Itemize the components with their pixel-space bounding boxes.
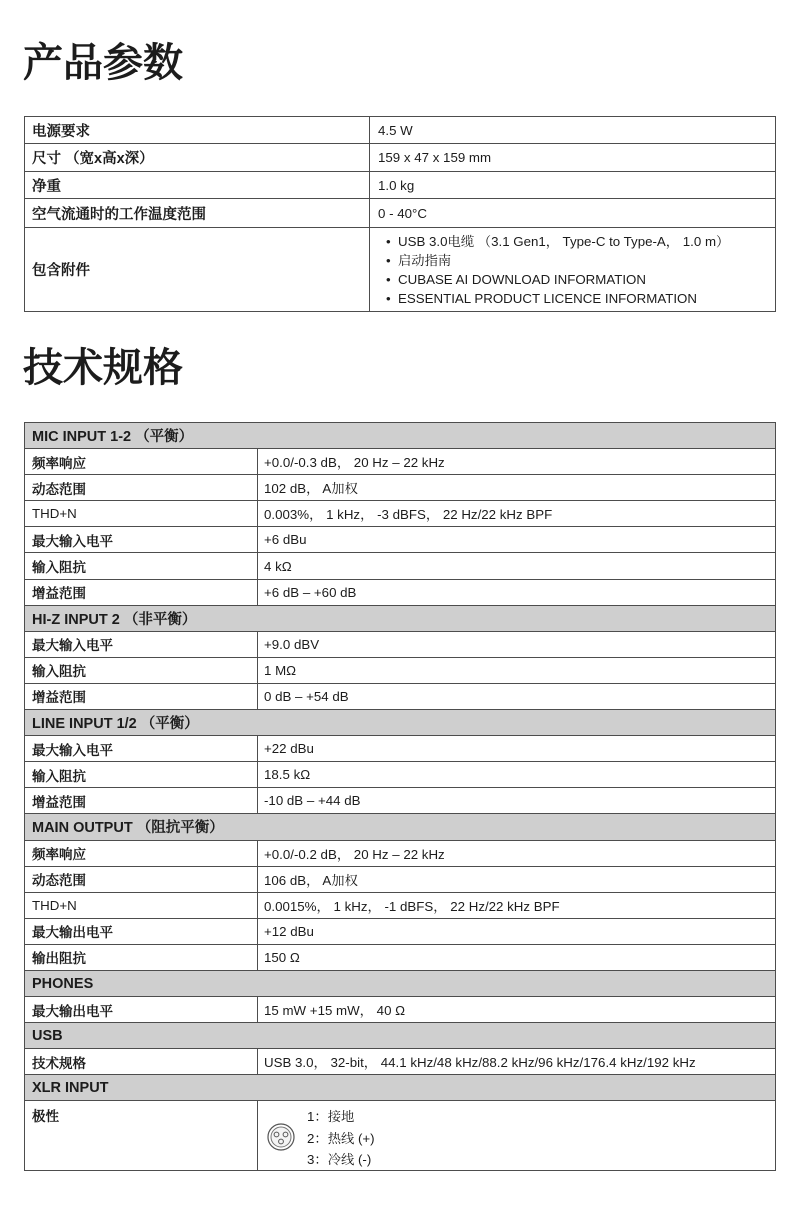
- param-label: 包含附件: [25, 228, 370, 311]
- spec-row: [25, 762, 775, 788]
- xlr-pin-list: [307, 1106, 375, 1170]
- product-params-title: 产品参数: [23, 41, 183, 85]
- section-header-usb: USB: [25, 1023, 775, 1049]
- spec-label: 输入阻抗: [25, 553, 258, 578]
- spec-row: [25, 919, 775, 945]
- spec-row: [25, 997, 775, 1023]
- spec-value: +0.0/-0.3 dB， 20 Hz – 22 kHz: [264, 455, 445, 471]
- spec-label: 动态范围: [25, 867, 258, 892]
- accessory-item: • CUBASE AI DOWNLOAD INFORMATION: [386, 270, 729, 289]
- spec-value: 18.5 kΩ: [264, 767, 311, 783]
- spec-row: [25, 632, 775, 658]
- spec-row: [25, 867, 775, 893]
- section-header-line-input: LINE INPUT 1/2 （平衡）: [25, 710, 775, 736]
- spec-value: 0.003%， 1 kHz， -3 dBFS， 22 Hz/22 kHz BPF: [264, 507, 553, 523]
- param-row-dimensions: [25, 144, 775, 172]
- spec-value: 0 dB – +54 dB: [264, 688, 349, 704]
- spec-row: [25, 684, 775, 710]
- spec-label: 增益范围: [25, 684, 258, 709]
- spec-value: 15 mW +15 mW， 40 Ω: [264, 1003, 406, 1019]
- param-row-accessories: [25, 228, 775, 311]
- spec-label: 最大输出电平: [25, 997, 258, 1022]
- spec-row: [25, 893, 775, 919]
- spec-row: [25, 553, 775, 579]
- spec-value: +22 dBu: [264, 741, 314, 757]
- spec-label: 技术规格: [25, 1049, 258, 1074]
- spec-label: 极性: [25, 1101, 258, 1170]
- spec-value: +9.0 dBV: [264, 636, 320, 652]
- spec-label: THD+N: [25, 893, 258, 918]
- spec-label: 输出阻抗: [25, 945, 258, 970]
- spec-row: [25, 475, 775, 501]
- param-value: 4.5 W: [378, 122, 413, 138]
- param-value: 159 x 47 x 159 mm: [378, 150, 492, 165]
- spec-label: 增益范围: [25, 788, 258, 813]
- param-label: 净重: [25, 172, 370, 198]
- xlr-pin-item: 2：热线 (+): [307, 1130, 375, 1146]
- spec-value: USB 3.0， 32-bit， 44.1 kHz/48 kHz/88.2 kHz/96 kHz/176.4 kHz/192 kHz: [264, 1055, 696, 1071]
- param-value: [370, 228, 775, 311]
- spec-value: [258, 1101, 775, 1170]
- spec-label: 动态范围: [25, 475, 258, 500]
- spec-row-polarity: [25, 1101, 775, 1170]
- spec-label: 频率响应: [25, 449, 258, 474]
- spec-label: 输入阻抗: [25, 658, 258, 683]
- spec-label: 频率响应: [25, 841, 258, 866]
- spec-value: 102 dB， A加权: [264, 481, 358, 497]
- accessories-list: [378, 232, 729, 308]
- tech-specs-table: [24, 422, 776, 1171]
- param-row-operating-temperature: [25, 199, 775, 228]
- spec-value: 0.0015%， 1 kHz， -1 dBFS， 22 Hz/22 kHz BPF: [264, 898, 560, 914]
- param-row-weight: [25, 172, 775, 199]
- spec-value: +12 dBu: [264, 923, 314, 939]
- tech-specs-title: 技术规格: [23, 346, 183, 390]
- spec-row: [25, 658, 775, 684]
- section-header-main-output: MAIN OUTPUT （阻抗平衡）: [25, 814, 775, 840]
- xlr-pin-item: 3：冷线 (-): [307, 1152, 372, 1168]
- spec-label: 最大输入电平: [25, 632, 258, 657]
- spec-label: THD+N: [25, 501, 258, 526]
- accessory-item: • USB 3.0电缆 （3.1 Gen1， Type-C to Type-A， 1.0 m）: [386, 232, 729, 251]
- spec-value: +6 dB – +60 dB: [264, 584, 357, 600]
- param-label: 尺寸 （宽x高x深）: [25, 144, 370, 171]
- spec-row: [25, 580, 775, 606]
- spec-label: 输入阻抗: [25, 762, 258, 787]
- section-header-phones: PHONES: [25, 971, 775, 997]
- spec-value: +0.0/-0.2 dB， 20 Hz – 22 kHz: [264, 846, 445, 862]
- section-header-hiz-input: HI-Z INPUT 2 （非平衡）: [25, 606, 775, 632]
- param-label: 电源要求: [25, 117, 370, 143]
- spec-value: 1 MΩ: [264, 662, 297, 678]
- spec-row: [25, 1049, 775, 1075]
- spec-value: 106 dB， A加权: [264, 872, 358, 888]
- spec-row: [25, 841, 775, 867]
- spec-row: [25, 527, 775, 553]
- param-value: 1.0 kg: [378, 177, 415, 193]
- spec-row: [25, 788, 775, 814]
- spec-label: 增益范围: [25, 580, 258, 605]
- accessory-item: • 启动指南: [386, 251, 729, 270]
- product-params-table: [24, 116, 776, 312]
- spec-row: [25, 501, 775, 527]
- spec-row: [25, 945, 775, 971]
- spec-value: 4 kΩ: [264, 558, 292, 574]
- xlr-connector-icon: [267, 1123, 295, 1151]
- spec-label: 最大输入电平: [25, 527, 258, 552]
- param-row-power: [25, 117, 775, 144]
- spec-row: [25, 736, 775, 762]
- param-value: 0 - 40°C: [378, 205, 427, 221]
- spec-label: 最大输出电平: [25, 919, 258, 944]
- spec-row: [25, 449, 775, 475]
- spec-value: +6 dBu: [264, 532, 307, 548]
- param-label: 空气流通时的工作温度范围: [25, 199, 370, 227]
- section-header-xlr-input: XLR INPUT: [25, 1075, 775, 1101]
- spec-value: 150 Ω: [264, 949, 300, 965]
- accessory-item: • ESSENTIAL PRODUCT LICENCE INFORMATION: [386, 289, 729, 308]
- xlr-pin-item: 1：接地: [307, 1109, 355, 1125]
- section-header-mic-input: MIC INPUT 1-2 （平衡）: [25, 423, 775, 449]
- spec-value: -10 dB – +44 dB: [264, 793, 361, 809]
- spec-label: 最大输入电平: [25, 736, 258, 761]
